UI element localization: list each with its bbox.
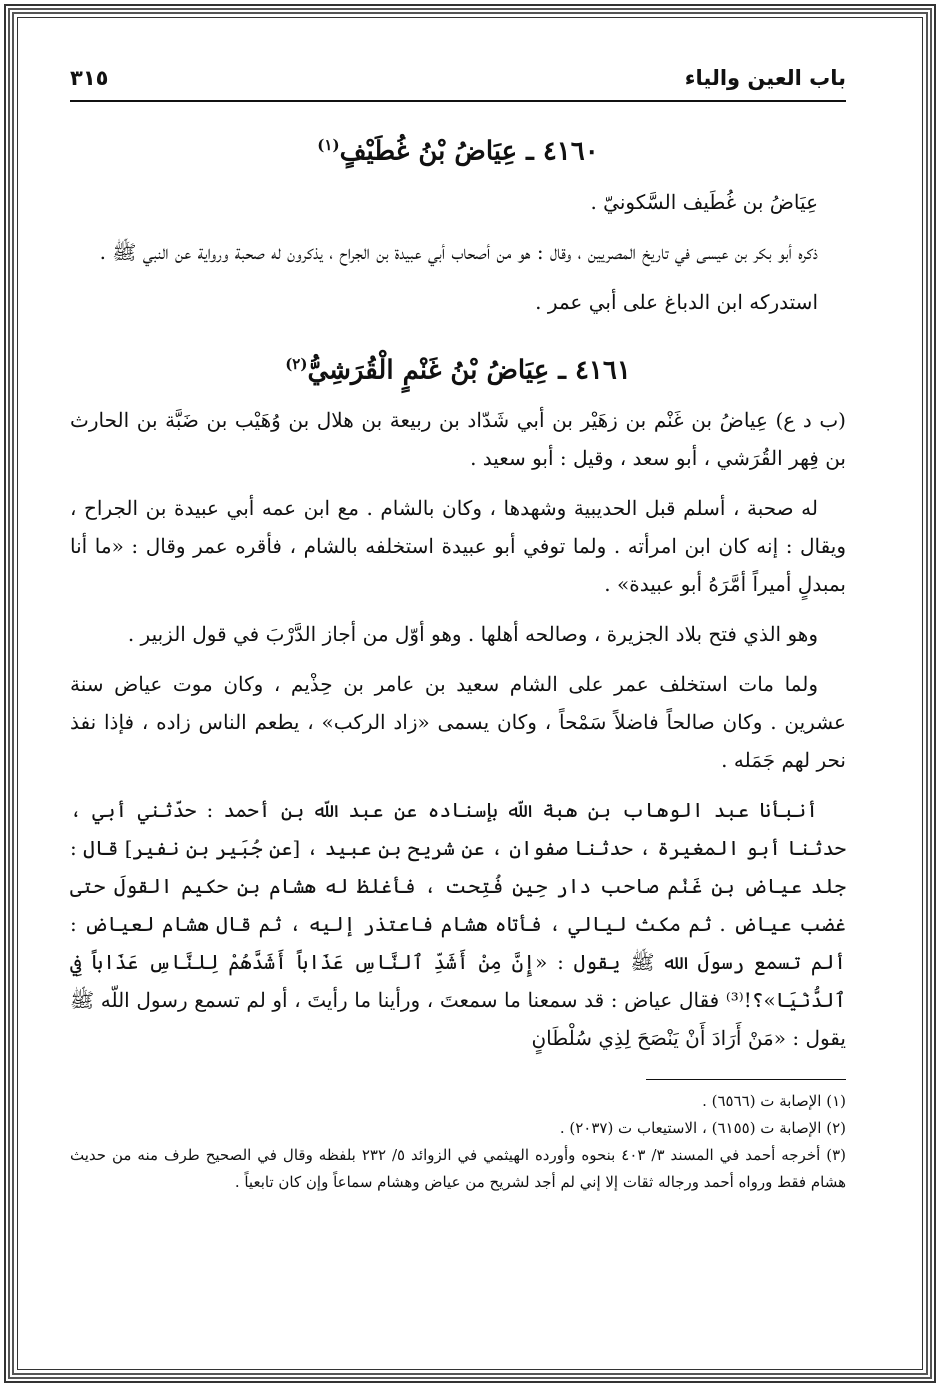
footnote: (٣) أخرجه أحمد في المسند ٣/ ٤٠٣ بنحوه وأورده الهيثمي في الزوائد ٥/ ٢٣٢ بلفظه وقال في الصحيح طرف منه من حديث هشام فقط ورواه أحمد ورجاله ثقات إلا إني لم أجد لشريح من عياض وهشام سماعاً وإن كان تابعياً . [70,1146,846,1192]
entry-footnote-ref: (٢) [285,354,308,373]
entry-paragraph: ولما مات استخلف عمر على الشام سعيد بن عامر بن حِذْيم ، وكان موت عياض سنة عشرين . وكان صالحاً فاضلاً سَمْحاً ، وكان يسمى «زاد الركب» ، يطعم الناس زاده ، فإذا نفذ نحر لهم جَمَله . [70,672,846,773]
entry-paragraph: له صحبة ، أسلم قبل الحديبية وشهدها ، وكان بالشام . مع ابن عمه أبي عبيدة بن الجراح ، ويقال : إنه كان ابن امرأته . ولما توفي أبو عبيدة استخلفه بالشام ، فأقره عمر وقال : «ما أنا بمبدلٍ أميراً أمَّرَهُ أبو عبيدة» . [70,496,846,597]
entry-4161 [70,347,846,1058]
entry-footnote-ref: (١) [317,136,340,154]
entry-paragraph: ذكره أبو بكر بن عيسى في تاريخ المصريين ، وقال : هو من أصحاب أبي عبيدة بن الجراح ، يذكرون له صحبة ورواية عن النبي ﷺ . [99,239,818,264]
entry-heading [70,347,846,388]
page-content [70,62,846,1342]
entry-paragraph: عِيَاضُ بن غُطَيف السَّكونيّ . [590,189,818,214]
entry-paragraph: أنبأنا عبد الوهاب بن هبة اللّه بإسناده عن عبد اللّه بن أحمد : حدّثني أبي ، حدثنا أبو المغيرة ، حدثنا صفوان ، عن شريح بن عبيد ، [عن جُبَير بن نفير] قال : جلد عياض بن غَنْم صاحب دار حِين فُتِحت ، فأغلظ له هشام بن حكيم القولَ حتى غضب عياض . ثم مكث ليالي ، فأتاه هشام فاعتذر إليه ، ثم قال هشام لعياض : ألم تسمع رسولَ الله ﷺ يقول : «إِنَّ مِنْ أَشَدِّ ٱلنَّاسِ عَذَاباً أَشَدَّهُمْ لِلنَّاسِ عَذَاباً فِي ٱلدُّنْيَا»؟!⁽³⁾ فقال عياض : قد سمعنا ما سمعتَ ، ورأينا ما رأيتَ ، أو لم تسمع رسول اللّه ﷺ يقول : «مَنْ أَرَادَ أَنْ يَنْصَحَ لِذِي سُلْطَانٍ [70,798,846,1051]
entry-heading-text: ٤١٦١ ـ عِيَاضُ بْنُ غَنْمٍ الْقُرَشِيُّ [307,355,631,386]
running-head-title: باب العين والياء [684,66,846,90]
footnotes [70,1088,846,1196]
entry-heading [70,128,846,169]
entry-4160 [70,128,846,321]
page-number: ٣١٥ [70,66,109,90]
entry-paragraph: وهو الذي فتح بلاد الجزيرة ، وصالحه أهلها . وهو أوّل من أجاز الدَّرْبَ في قول الزبير . [127,622,818,647]
entry-paragraph: (ب د ع) عِياضُ بن غَنْم بن زهَيْر بن أبي شَدّاد بن ربيعة بن هلال بن وُهَيْب بن ضَبَّة بن الحارث بن فِهر القُرَشي ، أبو سعد ، وقيل : أبو سعيد . [70,408,846,471]
footnote: (٢) الإصابة ت (٦١٥٥) ، الاستيعاب ت (٢٠٣٧) . [559,1119,846,1138]
running-head [70,62,846,102]
entry-paragraph: استدركه ابن الدباغ على أبي عمر . [535,289,818,314]
footnote-divider [646,1079,846,1080]
footnote: (١) الإصابة ت (٦٥٦٦) . [702,1092,846,1111]
entry-heading-text: ٤١٦٠ ـ عِيَاضُ بْنُ غُطَيْفٍ [339,136,599,167]
